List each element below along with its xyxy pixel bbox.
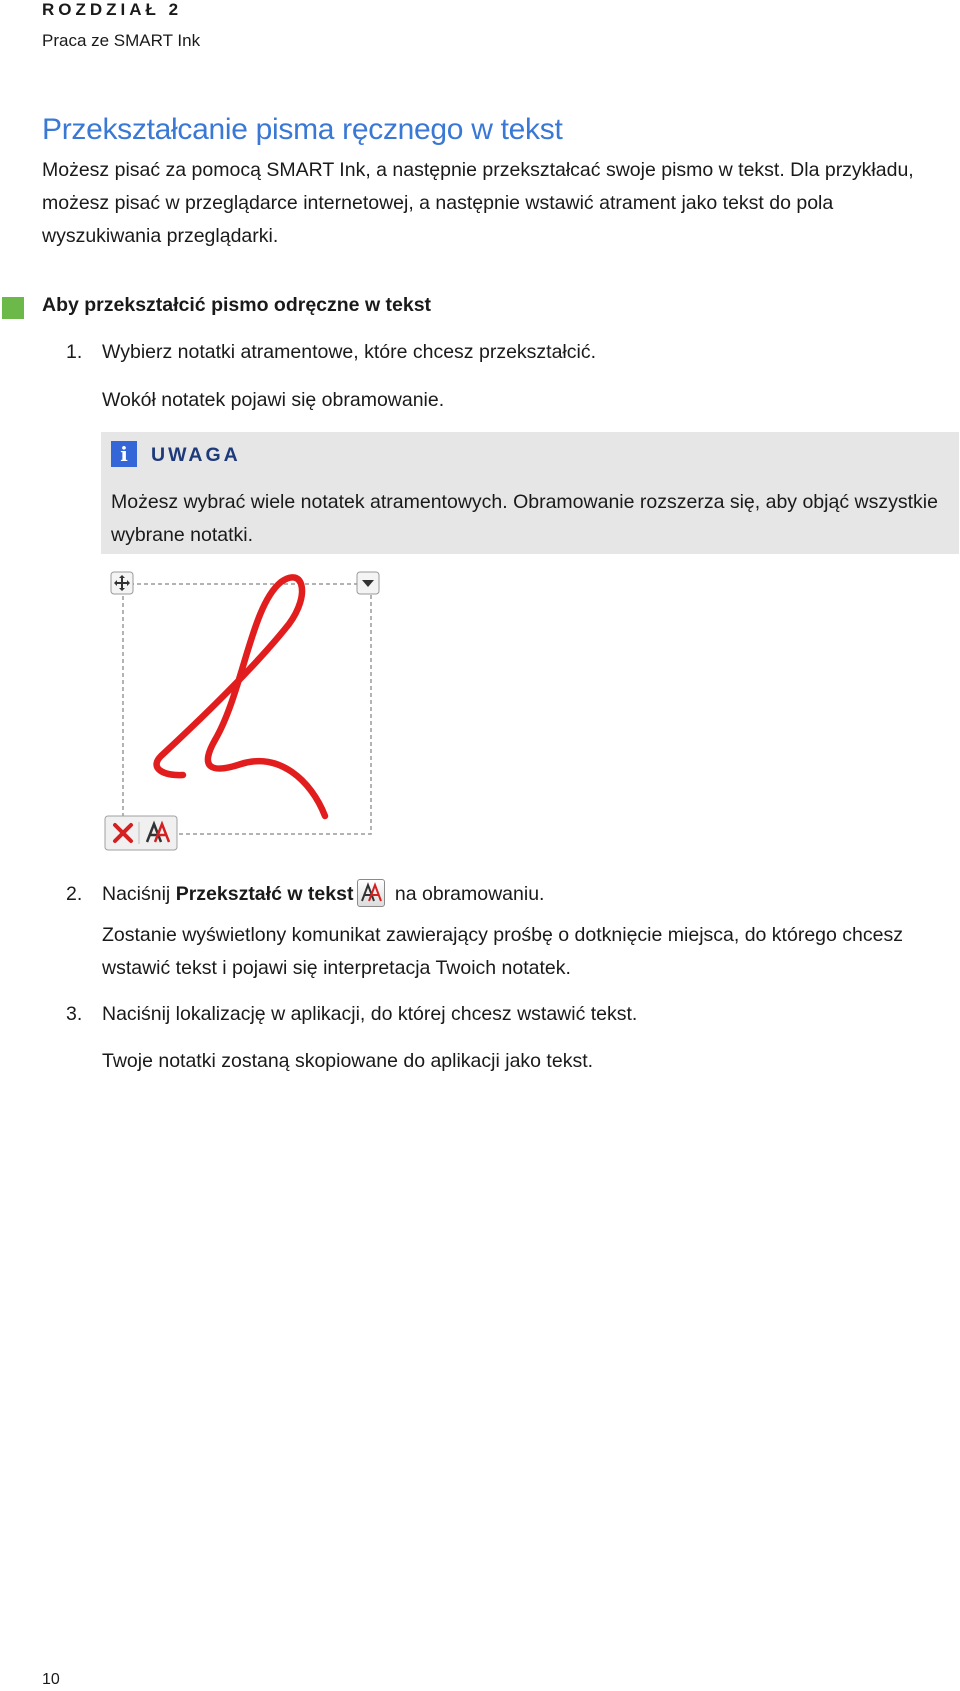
step-3-result: Twoje notatki zostaną skopiowane do aplikacji jako tekst. (102, 1050, 594, 1072)
step-2-text-before: Naciśnij (102, 883, 176, 905)
intro-paragraph: Możesz pisać za pomocą SMART Ink, a następnie przekształcać swoje pismo w tekst. Dla przykładu, możesz pisać w przeglądarce internetowej, a następnie wstawić atrament jako tekst do pola wyszukiwania przeglądarki. (42, 159, 914, 247)
step-2-text-bold: Przekształć w tekst (175, 883, 354, 905)
convert-to-text-icon (357, 879, 385, 907)
step-2-text (102, 878, 942, 911)
step-1-text: Wybierz notatki atramentowe, które chcesz przekształcić. (102, 341, 597, 363)
section-title: Przekształcanie pisma ręcznego w tekst (42, 113, 563, 146)
ink-selection-figure (101, 568, 391, 858)
note-label: UWAGA (151, 444, 241, 466)
note-text: Możesz wybrać wiele notatek atramentowych. Obramowanie rozszerza się, aby objąć wszystkie wybrane notatki. (111, 491, 938, 546)
procedure-heading: Aby przekształcić pismo odręczne w tekst (42, 294, 432, 316)
chapter-label: ROZDZIAŁ 2 (42, 0, 183, 19)
step-2-number: 2. (66, 883, 83, 905)
move-icon[interactable] (111, 572, 133, 594)
step-3-number: 3. (66, 1003, 83, 1025)
step-2-result: Zostanie wyświetlony komunikat zawierający prośbę o dotknięcie miejsca, do którego chcesz wstawić tekst i pojawi się interpretacja Twoich notatek. (102, 924, 903, 979)
menu-arrow-icon[interactable] (357, 572, 379, 594)
step-2-text-after: na obramowaniu. (389, 883, 545, 905)
info-icon: i (111, 441, 137, 467)
chapter-title: Praca ze SMART Ink (42, 31, 201, 50)
procedure-marker (2, 297, 24, 319)
handwriting-ink (157, 577, 325, 816)
step-1-number: 1. (66, 341, 83, 363)
figure-toolbar (105, 816, 177, 850)
note-box (101, 432, 959, 554)
step-1-result: Wokół notatek pojawi się obramowanie. (102, 389, 445, 411)
page-number: 10 (42, 1671, 60, 1688)
step-3-text: Naciśnij lokalizację w aplikacji, do której chcesz wstawić tekst. (102, 1003, 638, 1025)
